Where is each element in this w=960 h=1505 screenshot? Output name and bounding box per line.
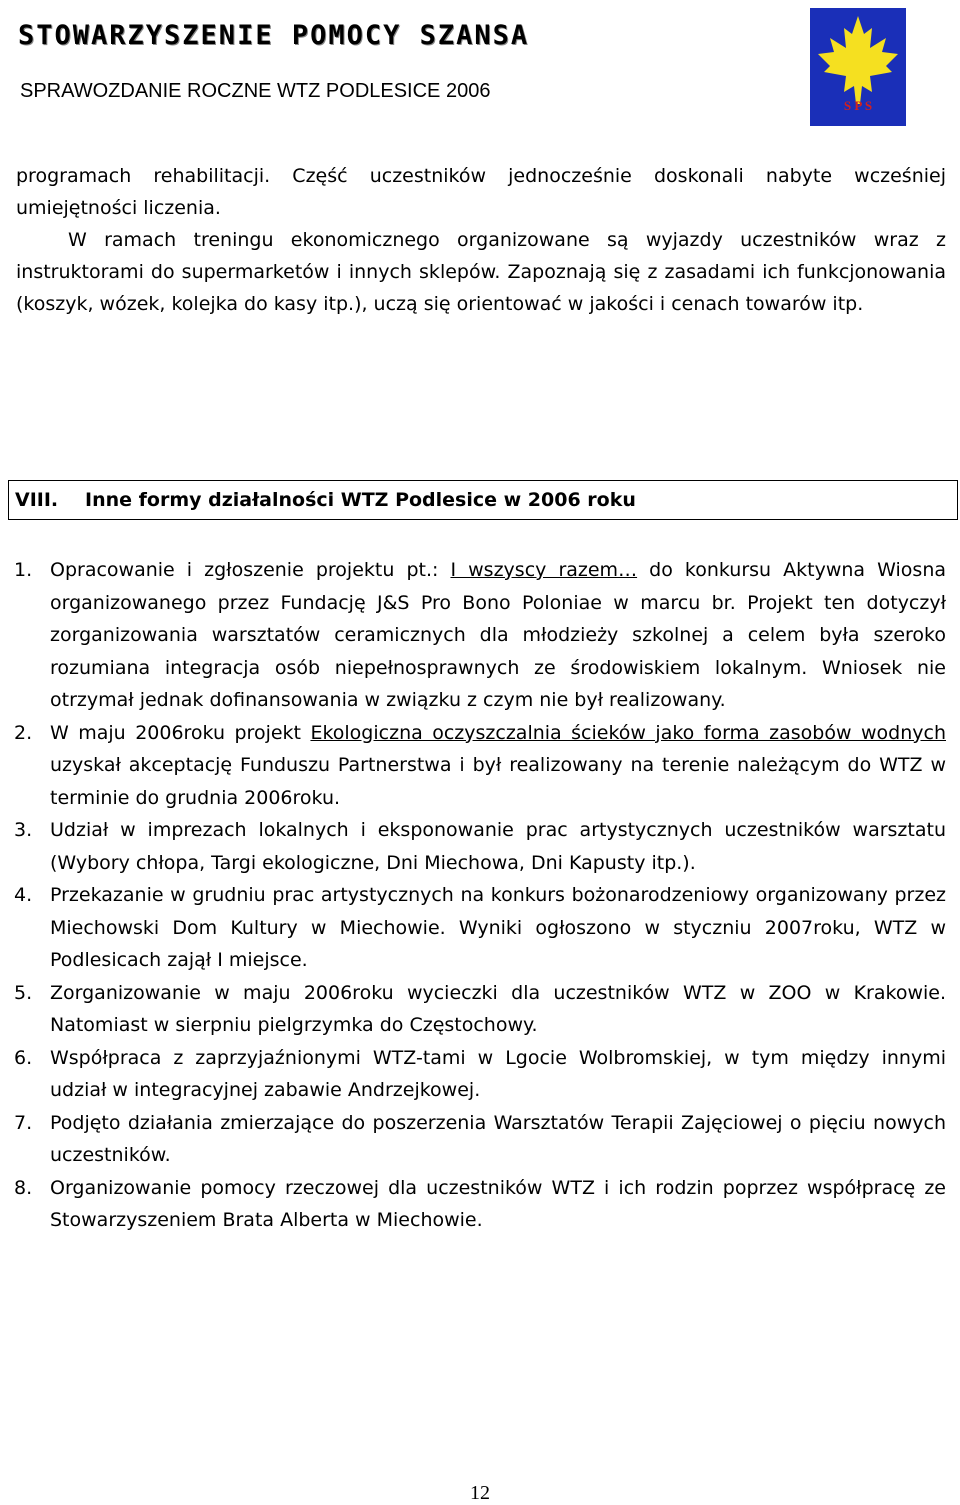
item-text: Udział w imprezach lokalnych i eksponowanie prac artystycznych uczestników warsztatu (Wybory chłopa, Targi ekologiczne, Dni Miechowa, Dni Kapusty itp.). (50, 819, 946, 874)
item-text: Opracowanie i zgłoszenie projektu pt.: I wszyscy razem… do konkursu Aktywna Wiosna organizowanego przez Fundację J&S Pro Bono Poloniae w marcu br. Projekt ten dotyczył zorganizowania warsztatów ceramicznych dla młodzieży szkolnej a celem była szeroko rozumiana integracja osób niepełnosprawnych ze środowiskiem lokalnym. Wniosek nie otrzymał jednak dofinansowania w związku z czym nie był realizowany. (50, 559, 946, 711)
organization-name: STOWARZYSZENIE POMOCY SZANSA (18, 20, 530, 51)
item-text: Współpraca z zaprzyjaźnionymi WTZ-tami w Lgocie Wolbromskiej, w tym między innymi udział w integracyjnej zabawie Andrzejkowej. (50, 1046, 946, 1101)
section-number: VIII. (15, 489, 59, 511)
activities-list (14, 554, 946, 1237)
list-item (14, 1042, 946, 1107)
list-item (14, 554, 946, 717)
item-number: 8. (14, 1176, 33, 1199)
page-number: 12 (470, 1482, 490, 1504)
intro-paragraph-1: programach rehabilitacji. Część uczestników jednocześnie doskonali nabyte wcześniej umiejętności liczenia. (16, 165, 946, 219)
list-item (14, 879, 946, 977)
item-text: Zorganizowanie w maju 2006roku wycieczki dla uczestników WTZ w ZOO w Krakowie. Natomiast w sierpniu pielgrzymka do Częstochowy. (50, 981, 946, 1036)
item-number: 3. (14, 819, 33, 841)
item-number: 2. (14, 721, 33, 744)
item-text: Przekazanie w grudniu prac artystycznych na konkurs bożonarodzeniowy organizowany przez Miechowski Dom Kultury w Miechowie. Wyniki ogłoszono w styczniu 2007roku, WTZ w Podlesicach zajął I miejsce. (50, 884, 946, 971)
list-item (14, 1172, 946, 1237)
section-heading (8, 480, 958, 520)
section-title: Inne formy działalności WTZ Podlesice w 2006 roku (85, 489, 636, 511)
item-text: W maju 2006roku projekt Ekologiczna oczyszczalnia ścieków jako forma zasobów wodnych uzyskał akceptację Funduszu Partnerstwa i był realizowany na terenie należącym do WTZ w terminie do grudnia 2006roku. (50, 721, 946, 809)
list-item (14, 1107, 946, 1172)
list-item (14, 717, 946, 815)
item-number: 6. (14, 1046, 33, 1069)
item-number: 7. (14, 1111, 33, 1134)
report-title: SPRAWOZDANIE ROCZNE WTZ PODLESICE 2006 (20, 80, 491, 102)
list-item (14, 814, 946, 879)
item-number: 4. (14, 884, 33, 906)
intro-paragraph-2: W ramach treningu ekonomicznego organizowane są wyjazdy uczestników wraz z instruktorami do supermarketów i innych sklepów. Zapoznają się z zasadami ich funkcjonowania (koszyk, wózek, kolejka do kasy itp.), uczą się orientować w jakości i cenach towarów itp. (16, 229, 946, 315)
item-text: Organizowanie pomocy rzeczowej dla uczestników WTZ i ich rodzin poprzez współpracę ze Stowarzyszeniem Brata Alberta w Miechowie. (50, 1176, 946, 1231)
logo-text: S P S (843, 98, 873, 113)
item-text: Podjęto działania zmierzające do poszerzenia Warsztatów Terapii Zajęciowej o pięciu nowych uczestników. (50, 1111, 946, 1166)
sps-logo (810, 8, 906, 126)
intro-text (16, 160, 946, 320)
list-item (14, 977, 946, 1042)
item-number: 1. (14, 559, 33, 581)
item-number: 5. (14, 981, 33, 1004)
